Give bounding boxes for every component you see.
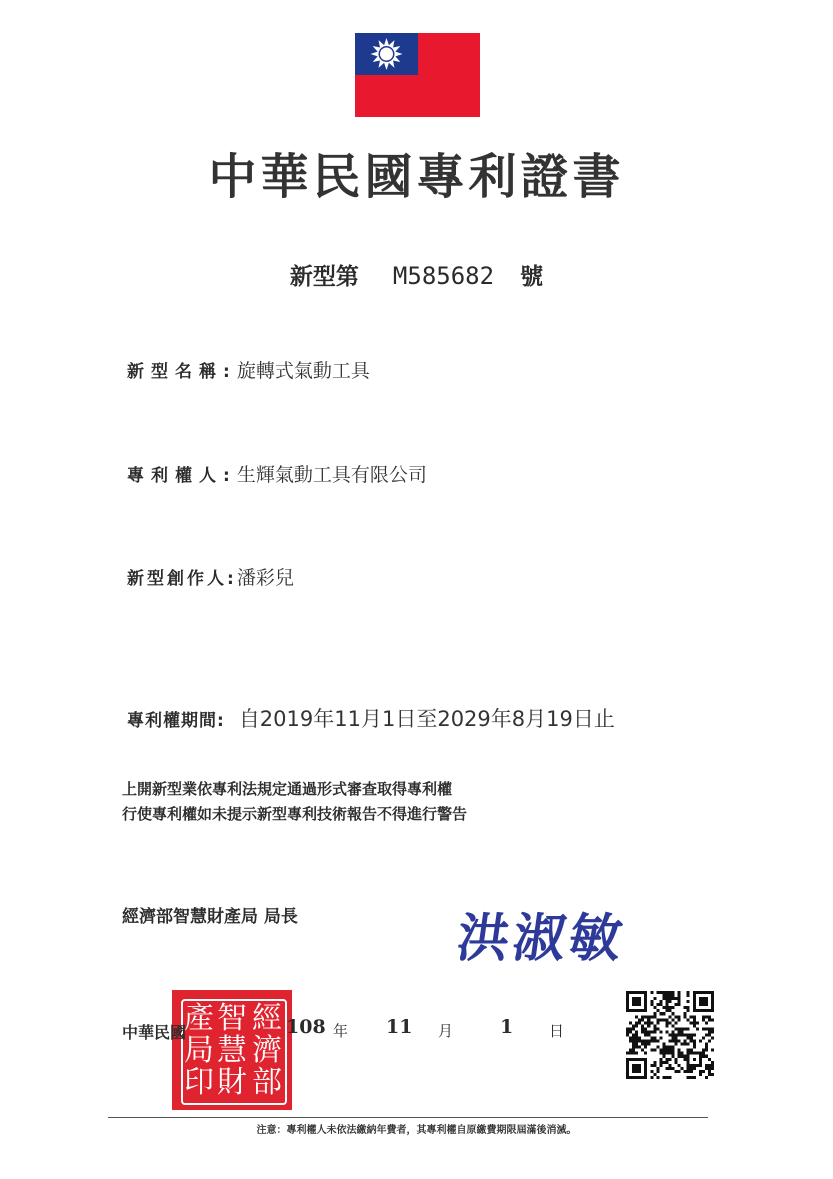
seal-char: 慧	[217, 1033, 247, 1068]
seal-char: 部	[252, 1065, 282, 1100]
seal-char: 產	[184, 1001, 214, 1036]
issue-day: 1	[500, 1016, 514, 1038]
qr-code-icon	[626, 991, 714, 1079]
white-sun-icon	[355, 33, 418, 75]
creator-value: 潘彩兒	[236, 567, 294, 589]
name-label: 新型名稱:	[127, 362, 237, 382]
seal-char: 經	[252, 1001, 282, 1036]
seal-char: 財	[217, 1065, 247, 1100]
month-unit: 月	[438, 1022, 454, 1040]
roc-flag	[355, 33, 480, 117]
seal-char: 濟	[252, 1033, 282, 1068]
owner-label: 專利權人:	[127, 466, 237, 486]
official-seal	[172, 990, 292, 1110]
issuing-office: 經濟部智慧財產局 局長	[122, 907, 298, 927]
qr-code	[626, 991, 714, 1079]
field-row-creator	[127, 563, 294, 590]
period-value: 自2019年11月1日至2029年8月19日止	[238, 707, 615, 731]
director-signature: 洪淑敏	[453, 908, 630, 969]
patent-number-line	[0, 258, 833, 291]
owner-value: 生輝氣動工具有限公司	[236, 464, 427, 486]
field-row-owner	[127, 460, 427, 487]
certificate-title: 中華民國專利證書	[208, 149, 625, 205]
type-suffix: 號	[520, 264, 544, 290]
name-value: 旋轉式氣動工具	[236, 360, 370, 382]
legal-note-line-2: 行使專利權如未提示新型專利技術報告不得進行警告	[122, 805, 468, 823]
patent-number: M585682	[392, 262, 495, 290]
legal-note-line-1: 上開新型業依專利法規定通過形式審查取得專利權	[122, 780, 453, 798]
issue-month: 11	[386, 1016, 413, 1038]
issue-date-prefix: 中華民國	[122, 1023, 187, 1042]
day-unit: 日	[549, 1022, 565, 1040]
footer-note: 注意：專利權人未依法繳納年費者，其專利權自原繳費期限屆滿後消滅。	[256, 1125, 577, 1136]
seal-char: 智	[217, 1001, 247, 1036]
field-row-name	[127, 356, 370, 383]
footer-divider	[108, 1117, 708, 1118]
field-row-period	[127, 703, 615, 733]
period-label: 專利權期間:	[127, 711, 225, 731]
creator-label: 新型創作人:	[127, 569, 237, 589]
flag-canton	[355, 33, 418, 75]
type-prefix: 新型第	[289, 264, 359, 290]
seal-char: 印	[184, 1065, 214, 1100]
seal-char: 局	[184, 1033, 214, 1068]
year-unit: 年	[333, 1022, 349, 1040]
issue-year: 108	[286, 1016, 326, 1038]
